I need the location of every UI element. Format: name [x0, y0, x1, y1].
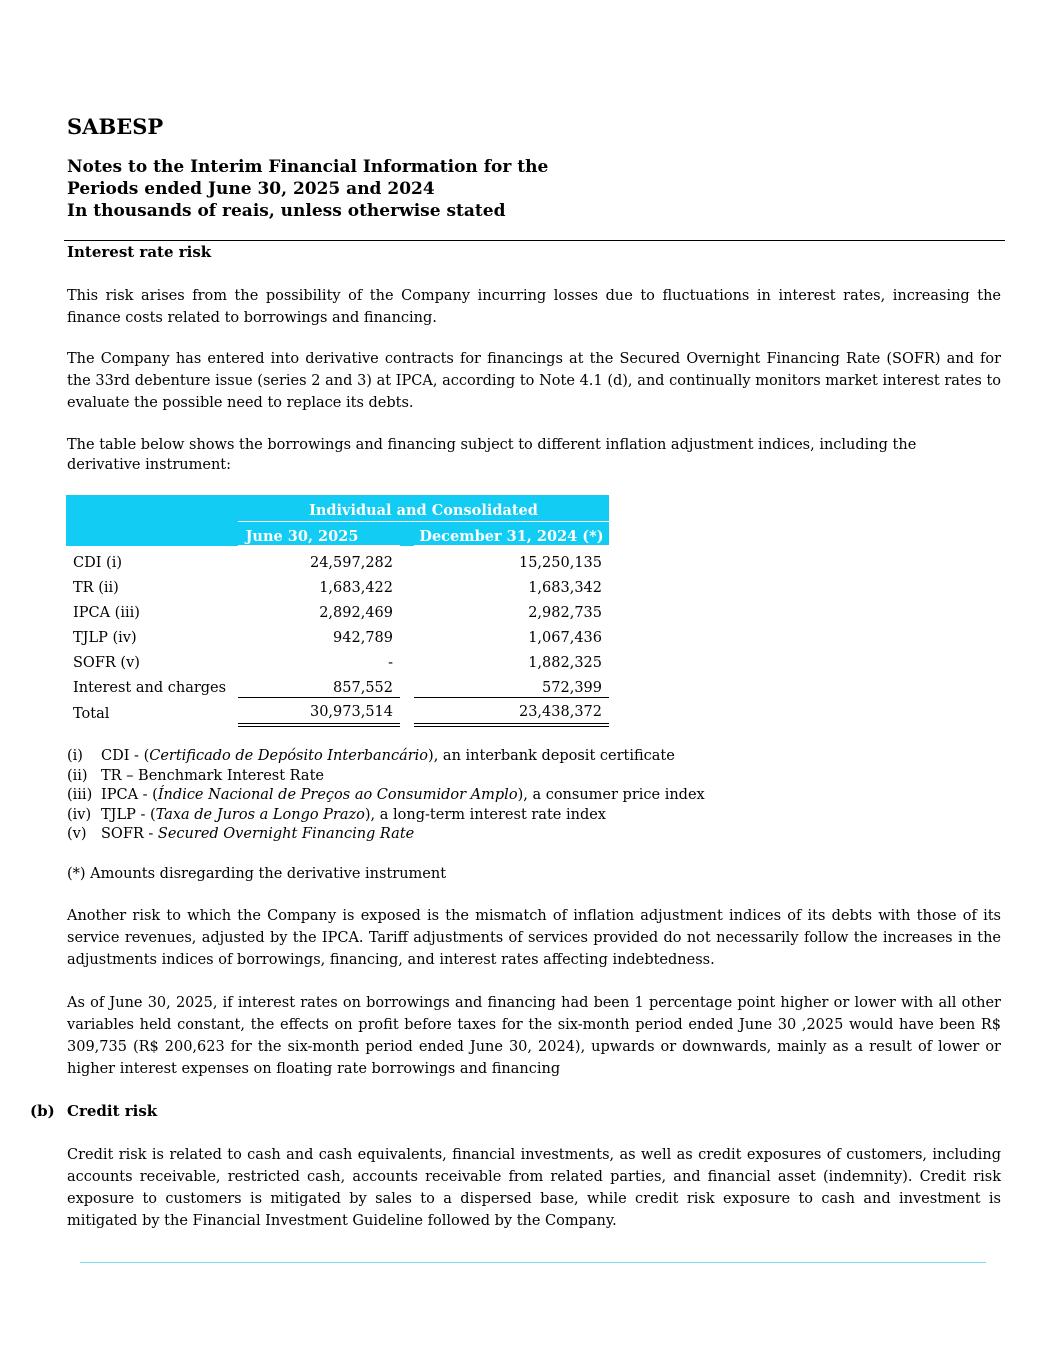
table-total-cell: 23,438,372 [518, 704, 602, 720]
table-cell: 857,552 [333, 680, 393, 696]
subtitle-line: Notes to the Interim Financial Information for the [67, 157, 549, 177]
footer-divider [80, 1262, 986, 1263]
total-double-rule [414, 726, 609, 727]
footnote-item: (iv) TJLP - (Taxa de Juros a Longo Prazo), a long-term interest rate index [67, 806, 606, 823]
document-subtitle [67, 156, 548, 222]
paragraph: The table below shows the borrowings and financing subject to different inflation adjustment indices, including the derivative instrument: [67, 437, 917, 473]
footnotes [67, 747, 705, 845]
table-cell: 24,597,282 [309, 555, 393, 571]
table-cell: 1,683,342 [528, 580, 602, 596]
column-header: June 30, 2025 [245, 528, 359, 545]
company-name: SABESP [67, 114, 164, 139]
table-total-label: Total [73, 706, 110, 722]
paragraph: The Company has entered into derivative contracts for financings at the Secured Overnight Financing Rate (SOFR) and for the 33rd debenture issue (series 2 and 3) at IPCA, according to Note 4.1 (d), and continually monitors market interest rates to evaluate the possible need to replace its debts. [67, 351, 1001, 411]
table-cell: 2,982,735 [528, 605, 602, 621]
header-divider [64, 240, 1005, 241]
table-cell: 572,399 [542, 680, 602, 696]
table-cell: 942,789 [333, 630, 393, 646]
paragraph: As of June 30, 2025, if interest rates on borrowings and financing had been 1 percentage point higher or lower with all other variables held constant, the effects on profit before taxes for the six-month period ended June 30 ,2025 would have been R$ 309,735 (R$ 200,623 for the six-month period ended June 30, 2024), upwards or downwards, mainly as a result of lower or higher interest expenses on floating rate borrowings and financing [67, 995, 1001, 1077]
column-header: December 31, 2024 (*) [419, 528, 604, 545]
table-cell: 1,067,436 [528, 630, 602, 646]
table-row-label: TR (ii) [73, 580, 119, 596]
table-row-label: CDI (i) [73, 555, 123, 571]
column-header-underline [238, 545, 400, 546]
footnote-item: (i) CDI - (Certificado de Depósito Interbancário), an interbank deposit certificate [67, 748, 675, 764]
column-header-underline [414, 545, 609, 546]
table-cell: - [388, 655, 393, 671]
subtotal-rule [238, 697, 400, 698]
subtitle-line: Periods ended June 30, 2025 and 2024 [67, 179, 435, 199]
table-cell: 2,892,469 [319, 605, 393, 621]
total-double-rule [414, 723, 609, 724]
asterisk-note: (*) Amounts disregarding the derivative instrument [67, 866, 447, 882]
table-group-underline [238, 521, 609, 522]
section-title-credit-risk: Credit risk [67, 1102, 158, 1120]
footnote-item: (ii) TR – Benchmark Interest Rate [67, 767, 324, 784]
paragraph: Credit risk is related to cash and cash equivalents, financial investments, as well as credit exposures of customers, including accounts receivable, restricted cash, accounts receivable from related parties, and financial asset (indemnity). Credit risk exposure to customers is mitigated by sales to a dispersed base, while credit risk exposure to cash and investment is mitigated by the Financial Investment Guideline followed by the Company. [67, 1147, 1001, 1229]
subtitle-line: In thousands of reais, unless otherwise stated [67, 201, 506, 221]
table-row-label: TJLP (iv) [73, 630, 137, 646]
total-double-rule [238, 723, 400, 724]
table-group-header: Individual and Consolidated [309, 502, 538, 519]
subtotal-rule [414, 697, 609, 698]
table-row-label: SOFR (v) [73, 655, 140, 671]
section-title-interest-rate-risk: Interest rate risk [67, 243, 212, 261]
table-row-label: IPCA (iii) [73, 605, 140, 621]
footnote-item: (iii) IPCA - (Índice Nacional de Preços ao Consumidor Amplo), a consumer price index [67, 787, 705, 803]
paragraph: This risk arises from the possibility of the Company incurring losses due to fluctuations in interest rates, increasing the finance costs related to borrowings and financing. [67, 288, 1001, 326]
paragraph: Another risk to which the Company is exposed is the mismatch of inflation adjustment indices of its debts with those of its service revenues, adjusted by the IPCA. Tariff adjustments of services provided do not necessarily follow the increases in the adjustments indices of borrowings, financing, and interest rates affecting indebtedness. [67, 908, 1001, 968]
table-total-cell: 30,973,514 [309, 704, 393, 720]
table-row-label: Interest and charges [73, 680, 227, 696]
table-cell: 1,683,422 [319, 580, 393, 596]
total-double-rule [238, 726, 400, 727]
table-cell: 15,250,135 [518, 555, 602, 571]
section-label: (b) [30, 1102, 55, 1120]
table-cell: 1,882,325 [528, 655, 602, 671]
footnote-item: (v) SOFR - Secured Overnight Financing Rate [67, 826, 415, 842]
